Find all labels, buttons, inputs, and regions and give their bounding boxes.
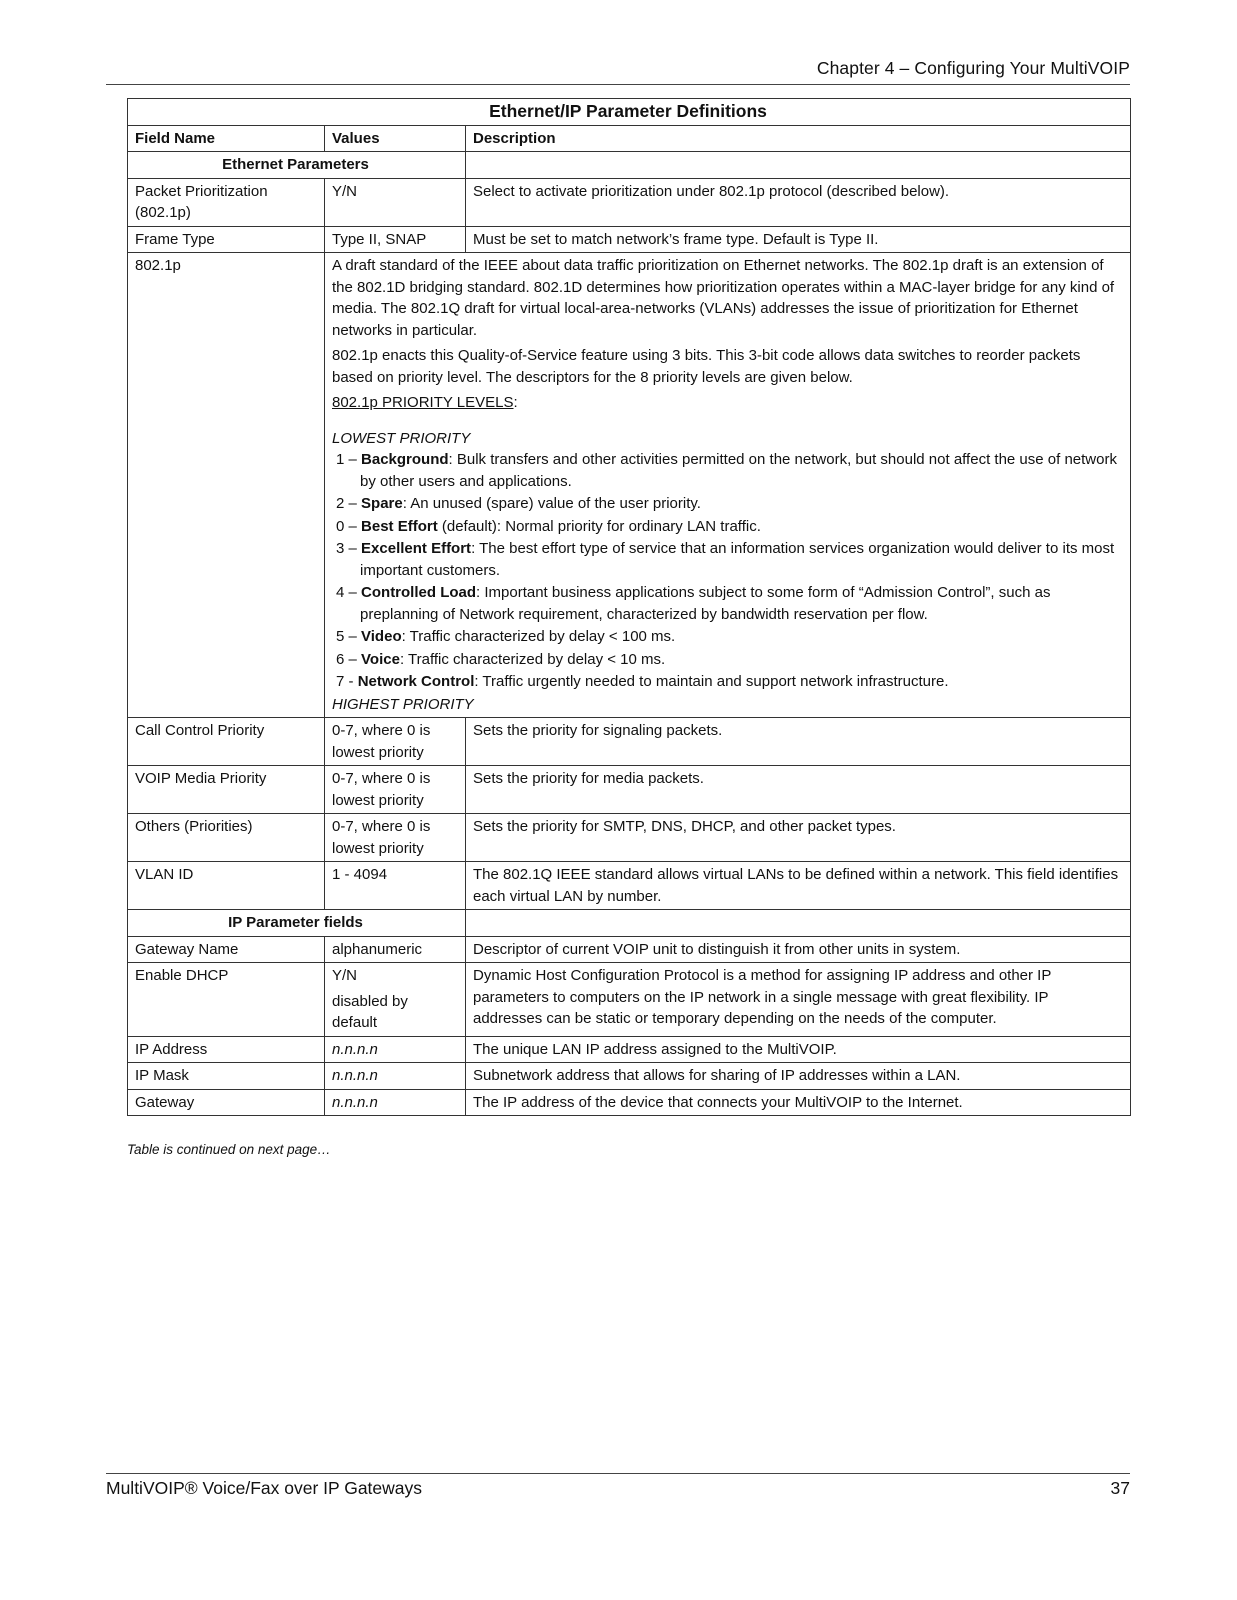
field-values: 0-7, where 0 is lowest priority [325,766,466,814]
priority-level-item: 0 – Best Effort (default): Normal priority for ordinary LAN traffic. [336,517,761,535]
lowest-priority-label: LOWEST PRIORITY [332,429,471,447]
table-row [128,963,1131,1037]
table-row [128,1036,1131,1063]
values-line: disabled by default [332,992,408,1031]
field-name: IP Mask [128,1063,325,1090]
section-title-ethernet: Ethernet Parameters [128,152,466,179]
field-description: Select to activate prioritization under 802.1p protocol (described below). [466,178,1131,226]
field-values: 0-7, where 0 is lowest priority [325,718,466,766]
column-header-field-name: Field Name [128,125,325,152]
field-name: Packet Prioritization (802.1p) [128,178,325,226]
field-name: Enable DHCP [128,963,325,1037]
table-row [128,718,1131,766]
field-values: n.n.n.n [325,1063,466,1090]
field-values [325,963,466,1037]
field-name: 802.1p [128,253,325,718]
page-number: 37 [1110,1478,1130,1498]
table-continued-caption: Table is continued on next page… [127,1142,331,1157]
field-name: Frame Type [128,226,325,253]
table-row [128,936,1131,963]
priority-levels-heading-colon: : [513,394,518,411]
field-description: Sets the priority for signaling packets. [466,718,1131,766]
section-title-ip: IP Parameter fields [128,910,466,937]
ethernet-ip-parameter-table [127,98,1131,1116]
column-header-description: Description [466,125,1131,152]
priority-levels-heading-text: 802.1p PRIORITY LEVELS [332,394,514,411]
field-name: Gateway Name [128,936,325,963]
field-name: IP Address [128,1036,325,1063]
field-values: n.n.n.n [325,1089,466,1116]
paragraph: 802.1p enacts this Quality-of-Service feature using 3 bits. This 3-bit code allows data switches to reorder packets based on priority level. The descriptors for the 8 priority levels are given below. [332,347,1081,386]
table-row [128,862,1131,910]
priority-level-item: 6 – Voice: Traffic characterized by delay < 10 ms. [336,650,666,668]
footer-rule [106,1473,1130,1474]
table-row [128,814,1131,862]
column-header-values: Values [325,125,466,152]
priority-level-item: 2 – Spare: An unused (spare) value of the user priority. [336,495,701,512]
page-header: Chapter 4 – Configuring Your MultiVOIP [816,58,1130,78]
field-description: Sets the priority for media packets. [466,766,1131,814]
field-description: Dynamic Host Configuration Protocol is a method for assigning IP address and other IP parameters to computers on the IP network in a single message with great flexibility. IP addresses can be static or temporary depending on the needs of the computer. [466,963,1131,1037]
priority-level-item: 3 – Excellent Effort: The best effort type of service that an information services organization would deliver to its most important customers. [336,540,1115,579]
table-row [128,766,1131,814]
header-rule [106,84,1130,85]
field-values: Y/N [325,178,466,226]
table-title: Ethernet/IP Parameter Definitions [128,99,1131,126]
field-values: 1 - 4094 [325,862,466,910]
table-row [128,226,1131,253]
table-row [128,1089,1131,1116]
field-description: The 802.1Q IEEE standard allows virtual LANs to be defined within a network. This field identifies each virtual LAN by number. [466,862,1131,910]
priority-level-item: 4 – Controlled Load: Important business applications subject to some form of “Admission Control”, such as preplanning of Network requirement, characterized by bandwidth reservation per flow. [336,584,1051,623]
highest-priority-label: HIGHEST PRIORITY [332,695,474,713]
field-description: Sets the priority for SMTP, DNS, DHCP, and other packet types. [466,814,1131,862]
field-description: Must be set to match network’s frame type. Default is Type II. [466,226,1131,253]
priority-level-item: 1 – Background: Bulk transfers and other activities permitted on the network, but should not affect the use of network by other users and applications. [336,451,1117,490]
footer-product-name: MultiVOIP® Voice/Fax over IP Gateways [106,1478,423,1498]
field-name: Gateway [128,1089,325,1116]
field-description: The unique LAN IP address assigned to the MultiVOIP. [466,1036,1131,1063]
field-description: The IP address of the device that connects your MultiVOIP to the Internet. [466,1089,1131,1116]
field-values: Type II, SNAP [325,226,466,253]
section-row-ip [128,910,1131,937]
table-row-802-1p [128,253,1131,718]
priority-levels-heading [332,392,1121,414]
field-name: Call Control Priority [128,718,325,766]
field-values: 0-7, where 0 is lowest priority [325,814,466,862]
column-header-row [128,125,1131,152]
paragraph: A draft standard of the IEEE about data traffic prioritization on Ethernet networks. The 802.1p draft is an extension of the 802.1D bridging standard. 802.1D determines how prioritization operates within a MAC-layer bridge for any kind of media. The 802.1Q draft for virtual local-area-networks (VLANs) addresses the issue of prioritization for Ethernet networks in particular. [332,257,1115,339]
field-name: VLAN ID [128,862,325,910]
field-values: n.n.n.n [325,1036,466,1063]
field-values: alphanumeric [325,936,466,963]
section-row-ethernet [128,152,1131,179]
field-name: Others (Priorities) [128,814,325,862]
field-name: VOIP Media Priority [128,766,325,814]
priority-level-item: 5 – Video: Traffic characterized by delay < 100 ms. [336,628,676,645]
table-row [128,1063,1131,1090]
field-description-802-1p [325,253,1131,718]
table-row [128,178,1131,226]
priority-level-item: 7 - Network Control: Traffic urgently needed to maintain and support network infrastructure. [336,673,949,690]
field-description: Subnetwork address that allows for sharing of IP addresses within a LAN. [466,1063,1131,1090]
field-description: Descriptor of current VOIP unit to distinguish it from other units in system. [466,936,1131,963]
values-line: Y/N [332,967,358,984]
